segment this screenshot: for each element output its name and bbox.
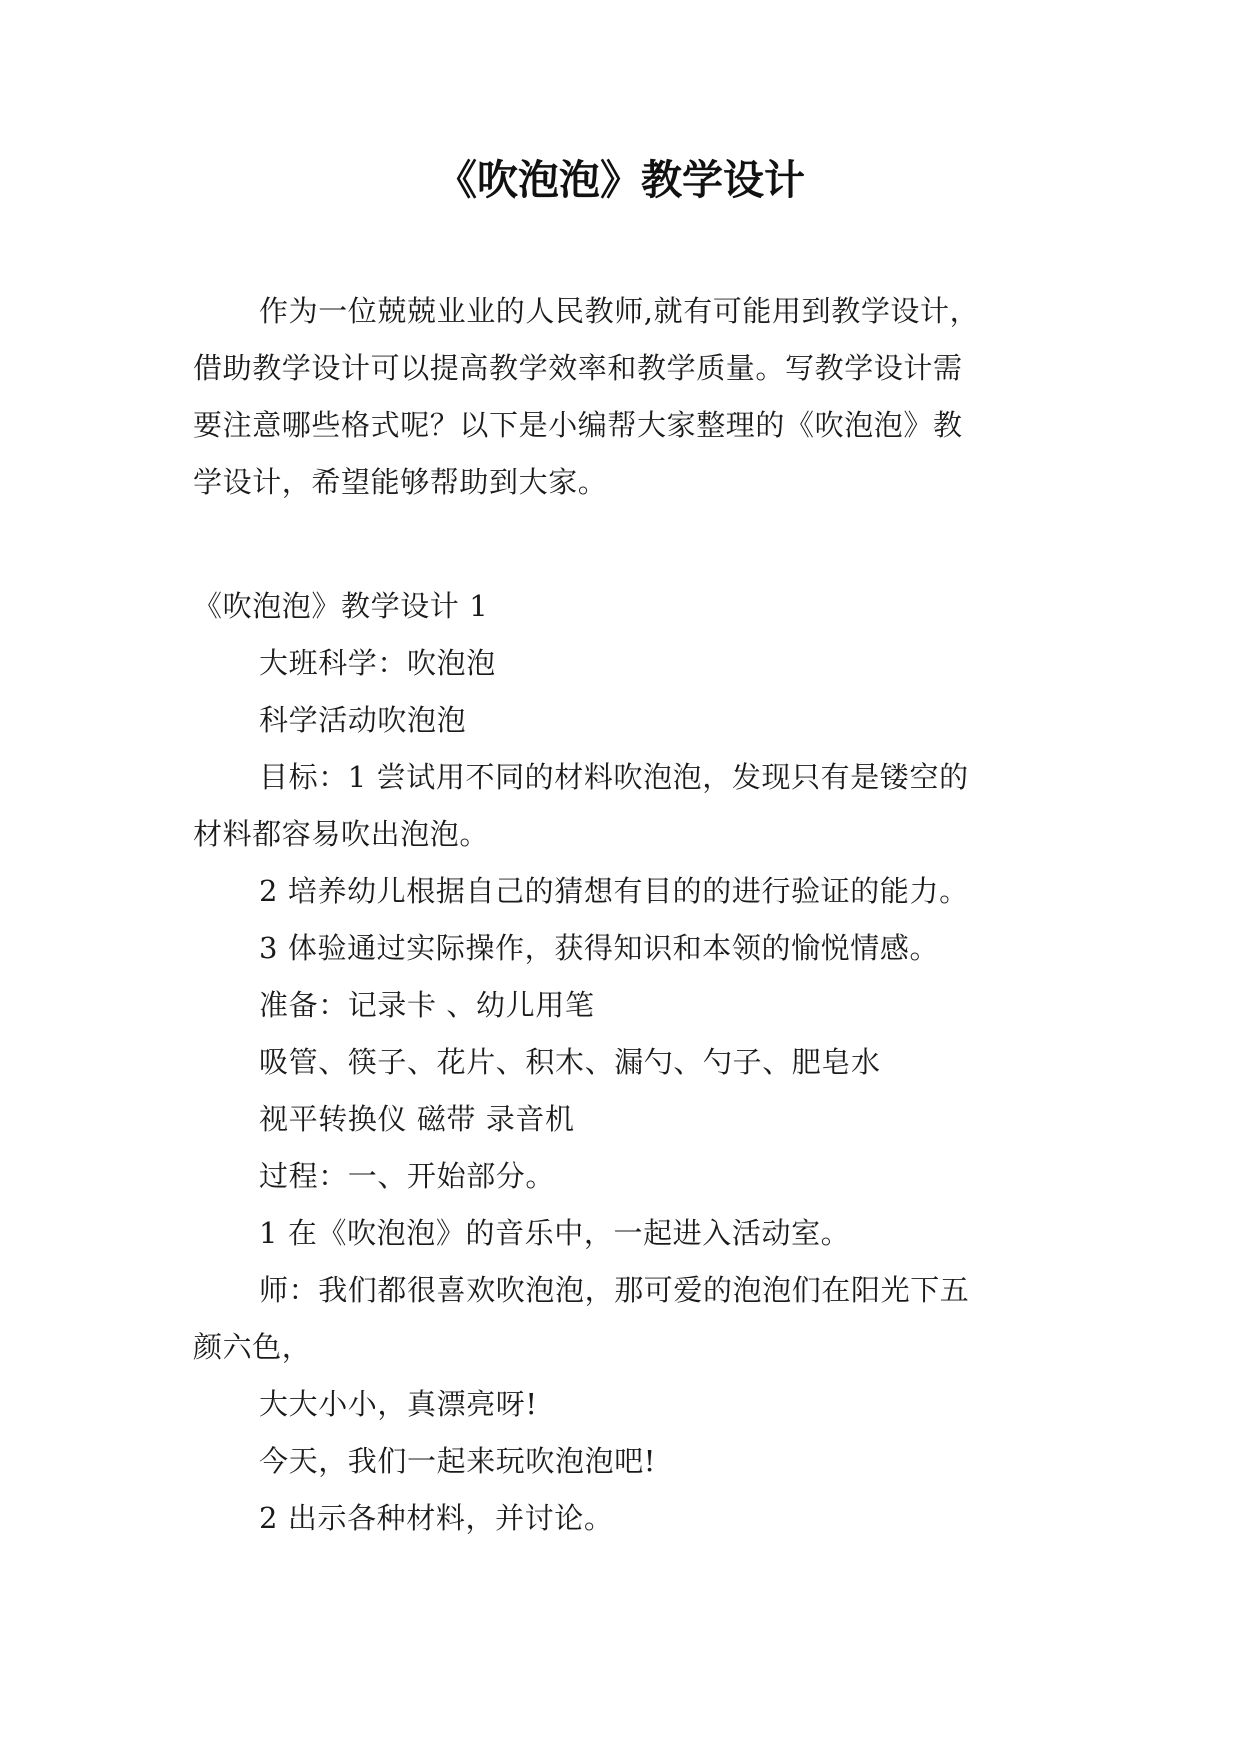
body-line: 目标：1 尝试用不同的材料吹泡泡，发现只有是镂空的 (259, 760, 969, 794)
body-line: 吸管、筷子、花片、积木、漏勺、勺子、肥皂水 (259, 1045, 881, 1079)
body-line: 视平转换仪 磁带 录音机 (259, 1102, 575, 1136)
intro-line: 学设计，希望能够帮助到大家。 (193, 465, 608, 499)
body-line: 大班科学：吹泡泡 (259, 646, 496, 680)
section-heading: 《吹泡泡》教学设计 1 (193, 589, 489, 623)
body-line: 2 培养幼儿根据自己的猜想有目的的进行验证的能力。 (259, 874, 969, 908)
body-line: 1 在《吹泡泡》的音乐中，一起进入活动室。 (259, 1216, 851, 1250)
intro-line: 作为一位兢兢业业的人民教师,就有可能用到教学设计， (259, 294, 980, 328)
body-line: 科学活动吹泡泡 (259, 703, 467, 737)
body-line: 准备：记录卡 、幼儿用笔 (259, 988, 595, 1022)
intro-paragraph (193, 283, 1053, 511)
body-line: 过程：一、开始部分。 (259, 1159, 556, 1193)
body-line: 3 体验通过实际操作，获得知识和本领的愉悦情感。 (259, 931, 940, 965)
intro-line: 要注意哪些格式呢？以下是小编帮大家整理的《吹泡泡》教 (193, 408, 963, 442)
section-body (193, 578, 1053, 1547)
intro-line: 借助教学设计可以提高教学效率和教学质量。写教学设计需 (193, 351, 963, 385)
body-line: 颜六色， (193, 1330, 312, 1364)
body-line: 2 出示各种材料，并讨论。 (259, 1501, 614, 1535)
document-title: 《吹泡泡》教学设计 (436, 156, 805, 204)
body-line: 大大小小，真漂亮呀! (259, 1387, 538, 1421)
body-line: 师：我们都很喜欢吹泡泡，那可爱的泡泡们在阳光下五 (259, 1273, 970, 1307)
body-line: 材料都容易吹出泡泡。 (193, 817, 490, 851)
body-line: 今天，我们一起来玩吹泡泡吧! (259, 1444, 657, 1478)
